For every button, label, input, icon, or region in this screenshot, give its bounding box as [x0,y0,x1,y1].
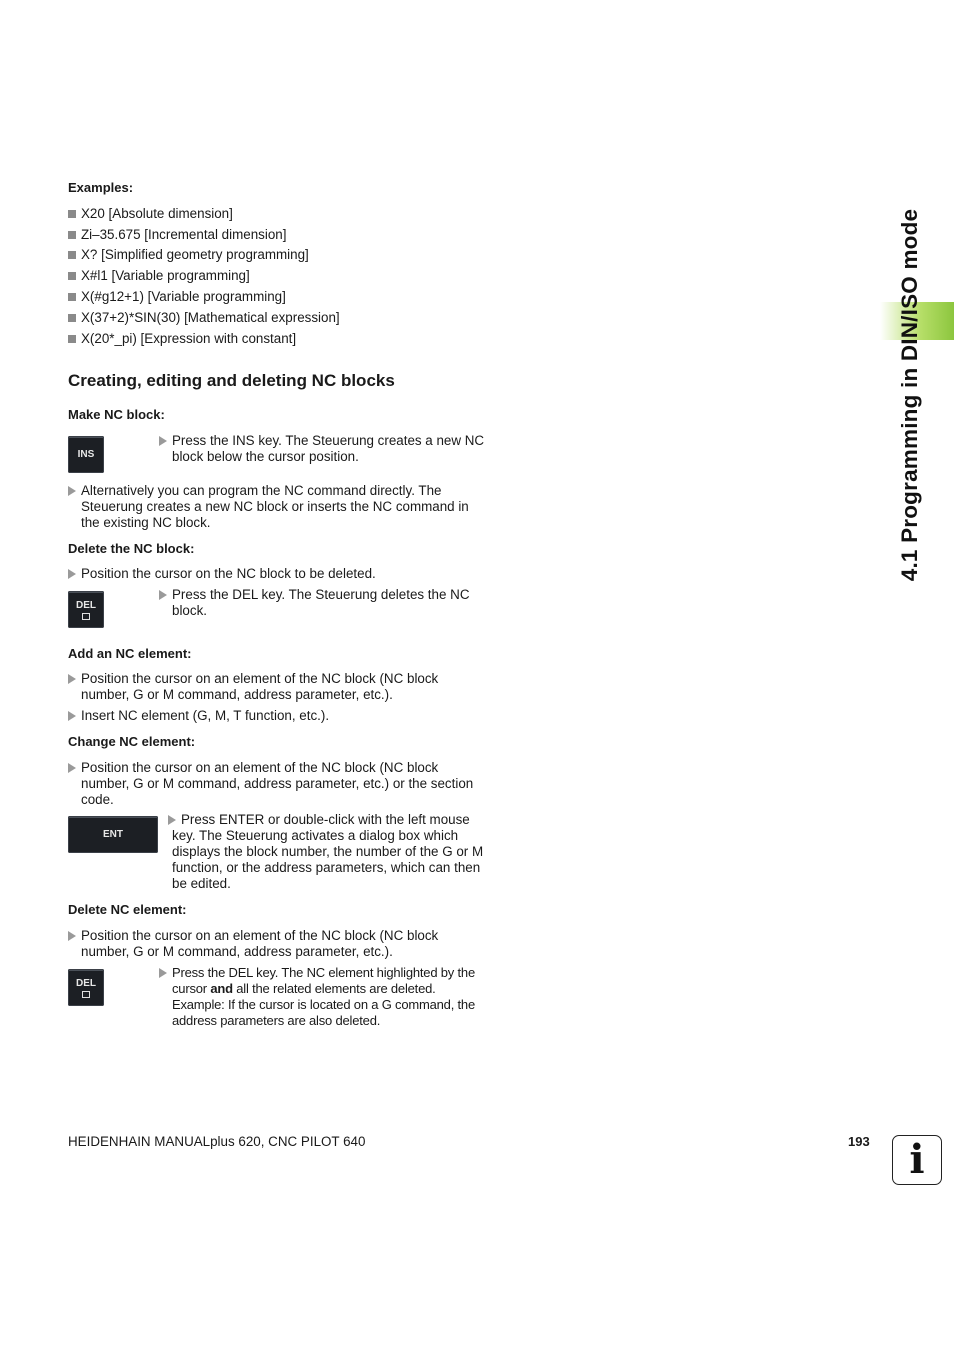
step-arrow-icon [159,436,167,446]
square-bullet-icon [68,335,76,343]
step-arrow-icon [68,674,76,684]
step-arrow-icon [68,711,76,721]
change-element-key-step: Press ENTER or double-click with the left mouse key. The Steuerung activates a dialog box which displays the block number, the number of the G or M function, or the address parameters, which can then be edited. [168,812,483,892]
ent-key[interactable] [68,816,158,853]
step-arrow-icon [68,569,76,579]
list-item: X(37+2)*SIN(30) [Mathematical expression] [68,310,340,326]
square-outline-icon [82,613,90,620]
step-arrow-icon [68,486,76,496]
del-key[interactable] [68,591,104,628]
square-outline-icon [82,991,90,998]
delete-block-step: Position the cursor on the NC block to be deleted. [68,566,376,582]
step-arrow-icon [168,815,176,825]
square-bullet-icon [68,293,76,301]
examples-heading: Examples: [68,180,134,195]
make-block-alt-step: Alternatively you can program the NC command directly. The Steuerung creates a new NC block or inserts the NC command in the existing NC block. [68,483,469,531]
square-bullet-icon [68,231,76,239]
ins-key-label: INS [77,449,95,460]
add-element-heading: Add an NC element: [68,646,192,661]
make-block-key-step: Press the INS key. The Steuerung creates a new NC block below the cursor position. [159,433,484,465]
info-icon-glyph: i [909,1136,925,1183]
make-block-heading: Make NC block: [68,407,165,422]
list-item: X(20*_pi) [Expression with constant] [68,331,296,347]
list-item: X20 [Absolute dimension] [68,206,233,222]
step-arrow-icon [68,931,76,941]
step-arrow-icon [68,763,76,773]
square-bullet-icon [68,272,76,280]
square-bullet-icon [68,210,76,218]
add-element-step: Insert NC element (G, M, T function, etc.). [68,708,329,724]
del-key-label: DEL [76,599,96,611]
delete-element-heading: Delete NC element: [68,902,187,917]
change-element-heading: Change NC element: [68,734,196,749]
delete-element-key-step: Press the DEL key. The NC element highlighted by the cursor and all the related elements are deleted. Example: If the cursor is located on a G command, the address parameters are also deleted. [159,965,475,1029]
ins-key[interactable] [68,436,104,473]
list-item: X? [Simplified geometry programming] [68,247,309,263]
list-item: Zi–35.675 [Incremental dimension] [68,227,286,243]
info-icon [892,1135,942,1185]
add-element-step: Position the cursor on an element of the NC block (NC block number, G or M command, address parameter, etc.). [68,671,438,703]
delete-block-key-step: Press the DEL key. The Steuerung deletes the NC block. [159,587,469,619]
page-number: 193 [848,1134,870,1149]
delete-element-step: Position the cursor on an element of the NC block (NC block number, G or M command, address parameter, etc.). [68,928,438,960]
list-item: X(#g12+1) [Variable programming] [68,289,286,305]
step-arrow-icon [159,590,167,600]
section-title: Creating, editing and deleting NC blocks [68,371,395,390]
square-bullet-icon [68,314,76,322]
footer-manual-title: HEIDENHAIN MANUALplus 620, CNC PILOT 640 [68,1134,366,1149]
chapter-side-title-text: 4.1 Programming in DIN/ISO mode [897,208,922,582]
ent-key-label: ENT [103,829,123,840]
del-key-label: DEL [76,977,96,989]
del-key[interactable] [68,969,104,1006]
square-bullet-icon [68,251,76,259]
delete-block-heading: Delete the NC block: [68,541,195,556]
list-item: X#l1 [Variable programming] [68,268,250,284]
change-element-step: Position the cursor on an element of the NC block (NC block number, G or M command, address parameter, etc.) or the section code. [68,760,473,808]
step-arrow-icon [159,968,167,978]
